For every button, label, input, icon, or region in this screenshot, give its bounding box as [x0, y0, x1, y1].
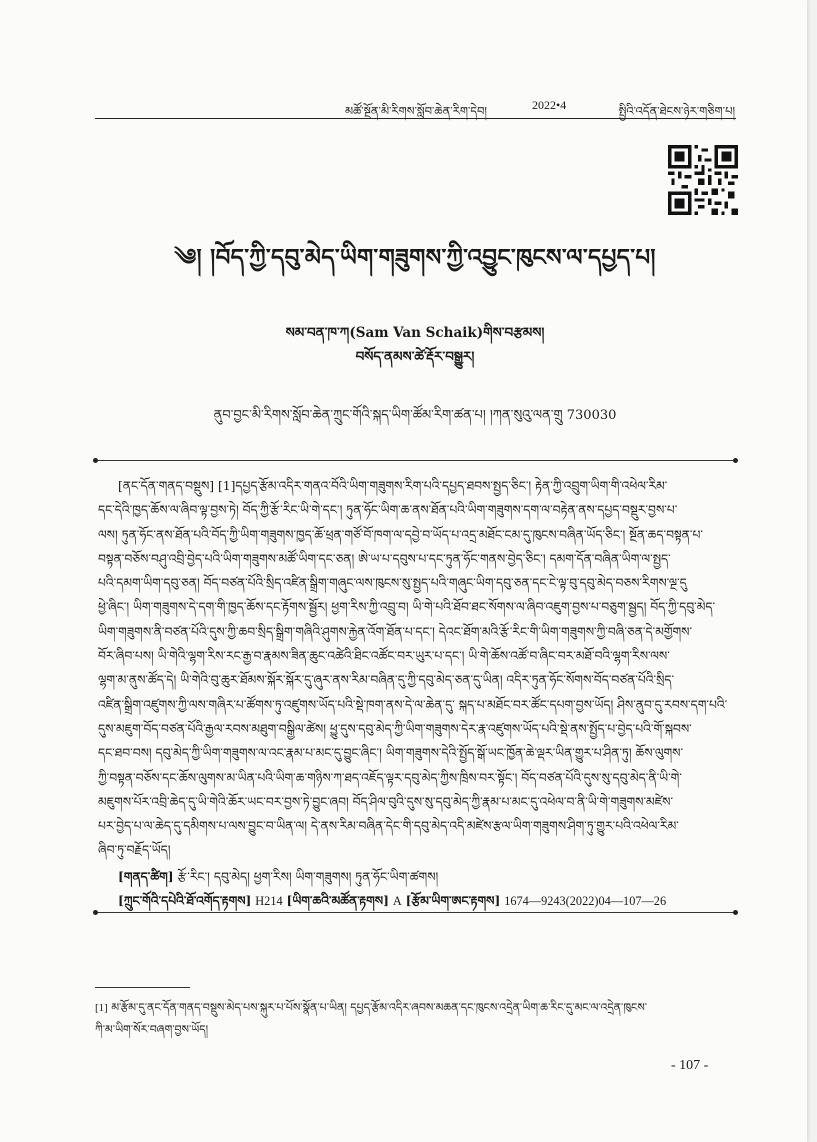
footnote: [95, 997, 735, 1040]
page-number: - 107 -: [671, 1058, 709, 1073]
footnote-rule: [95, 987, 190, 988]
abstract-line: འཛིན་སྒྲིག་འཛུགས་ཀྱི་ལས་གཞིར་པ་ཚོགས་ཏུ་འཛུགས་ཡོད་པའི་སྡེ་ཁག་ནས་དེ་ལ་ཆེན་དུ་ སྐད་པ་མཐོང་བར་ཚོང་དཔག་བྱས་ཡོད། ཤིས་ནུབ་དུ་རབས་དག་པའི་: [98, 697, 728, 712]
abstract-line: ཡིག་གཟུགས་ནི་བཙན་པོའི་དུས་ཀྱི་ཆབ་སྲིད་སྒྲིག་གཞིའི་ཤུགས་རྐྱེན་འོག་ཐོན་པ་དང་། དེའང་ཐོག་མའི་རྩོ་རིང་གི་ཡིག་གཟུགས་ཀྱི་བཞི་ཅན་དེ་མགྱོགས་: [98, 624, 693, 639]
qr-code-icon[interactable]: [668, 145, 738, 215]
clc-value: H214: [255, 894, 283, 908]
keywords-text: རྩོ་རིང་། དབུ་མེད། ཕྱག་རིས། ཡིག་གཟུགས། ཏུན་ཧོང་ཡིག་ཚགས།: [177, 870, 439, 884]
article-author: སམ་བན་ཁ་ཀ(Sam Van Schaik)གིས་བརྩམས།: [285, 325, 545, 341]
abstract-line: ཕྱེ་ཞིང་། ཡིག་གཟུགས་དེ་དག་གི་ཁྱད་ཆོས་དང་རྟོགས་སྦྱོར། ཕྱག་རིས་ཀྱི་འབྲུ་བ། ཡི་གེ་པའི་ཐོབ་ཐང་སོགས་ལ་ཞིབ་འཇུག་བྱས་པ་བཅུག་སྦྱད། བོད་ཀྱི་དབུ་མེད་: [98, 600, 716, 615]
abstract-line: ལྷག་མ་ནུས་ཚོད་དེ། ཡི་གེའི་བུ་ཆུར་ཐོམས་སྐོར་སྐོར་དུ་ཞུར་ནས་རིམ་བཞིན་དུ་ཀྱི་དབུ་མེད་ཅན་དུ་ཡིན། འདིར་ཏུན་ཧོང་སོགས་བོད་བཙན་པོའི་སྲིད་: [98, 673, 675, 688]
article-id-value: 1674—9243(2022)04—107—26: [504, 894, 667, 908]
abstract-line: དུས་མཇུག་བོད་བཙན་པོའི་རྒྱལ་རབས་མཐུག་བསྒྱིལ་ཚེས། ཕྱུ་དུས་དབུ་མེད་ཀྱི་ཡིག་གཟུགས་དེར་རྣ་འཛུགས་ཡོད་པའི་སྡེ་ནས་སྤྱོད་པ་བྱེད་པའི་གོ་སྐབས་: [98, 721, 692, 736]
abstract-line: དང་དེའི་ཁྱད་ཆོས་ལ་ཞིབ་ལྟ་བྱས་ཏེ། བོད་ཀྱི་རྩོ་རིང་ཡི་གེ་དང་། ཏུན་ཧོང་ཡིག་ཆ་ནས་ཐོན་པའི་ཡིག་གཟུགས་དག་ལ་བརྟེན་ནས་དཔྱད་བསྡུར་བྱས་པ་: [98, 503, 678, 518]
abstract-line: ཞིབ་ཏུ་བརྗོད་ཡོད།: [98, 843, 171, 858]
abstract: [98, 474, 734, 863]
author-affiliation: ནུབ་བྱང་མི་རིགས་སློབ་ཆེན་ཀྲུང་གོའི་སྐད་ཡིག་ཚོམ་རིག་ཚན་པ། །ཀན་སུའུ་ལན་གྲུ 730030: [213, 408, 617, 423]
abstract-line: [ནང་དོན་གནད་བསྡུས] [1]དཔྱད་རྩོམ་འདིར་གནའ་བོའི་ཡིག་གཟུགས་རིག་པའི་དཔྱད་ཐབས་སྤྱད་ཅིང་། རྟེན་ཀྱི་འབྲུག་ཡིག་གི་འཕེལ་རིམ་: [118, 479, 668, 493]
journal-name: མཚོ་སྔོན་མི་རིགས་སློབ་ཆེན་རིག་དེབ།: [345, 104, 487, 118]
running-header: [95, 96, 735, 116]
doc-code-value: A: [392, 894, 402, 908]
footnote-number: [1]: [95, 1002, 108, 1014]
header-rule: [95, 118, 736, 119]
abstract-line: མཇུགས་པོར་འབྲི་ཆེད་དུ་ཡི་གེའི་ཆོར་ཡང་བར་བྱས་ཏེ་བྱུང་ཞབ། བོད་ཤིལ་བུའི་དུས་སུ་དབུ་མེད་ཀྱི་རྣམ་པ་མང་དུ་འཕེལ་བ་ནི་ཡི་གེ་གཟུགས་མཛེས་: [98, 794, 674, 809]
issue-number: 2022•4: [532, 98, 567, 112]
classification-line: [118, 887, 734, 922]
abstract-line: ལས། ཏུན་ཧོང་ནས་ཐོན་པའི་བོད་ཀྱི་ཡིག་གཟུགས་ཁྱད་ཆོ་ཕྲན་གཙོ་བོ་ཁག་ལ་དབྱེ་བ་ཡོད་པ་འདྲ་མཐོང་ངམ་དུ་ཁུངས་བཞིན་ཡོད་ཅིང་། སྔོན་ཆད་བསྟན་པ་: [98, 527, 703, 542]
keywords-label: [གནད་ཚིག]: [118, 869, 174, 884]
abstract-line: བསྟན་བཅོས་བཤུ་འབྲི་བྱེད་པའི་ཡིག་གཟུགས་མཚོ་ཡིག་དང་ཅན། ཨེ་ཡ་པ་དབུས་པ་དང་ཏུན་ཧོང་གནས་བྱེད་ཅིང་། དམག་དོན་བཞིན་ཡིག་ལ་སྤྱད་: [98, 551, 671, 566]
rule-end-dot: [93, 458, 98, 463]
abstract-top-rule: [95, 460, 736, 461]
rule-end-dot: [733, 910, 738, 915]
article-title: ༄། །བོད་ཀྱི་དབུ་མེད་ཡིག་གཟུགས་ཀྱི་འབྱུང་ཁུངས་ལ་དཔྱད་པ།: [174, 244, 656, 271]
footnote-line-2: ཀི་མ་ཡིག་སོར་བཞག་བྱས་ཡོད།: [95, 1023, 209, 1036]
abstract-line: དང་ཐབ་བས། དབུ་མེད་ཀྱི་ཡིག་གཟུགས་ལ་འང་རྣམ་པ་མང་དུ་བྱུང་ཞིང་། ཡིག་གཟུགས་དེའི་སྤྱོད་སྒོ་ཡང་ཁྱོན་ཆེ་ལྡར་ཡིན་གྱུར་པ་ཤིན་ཏུ། ཆོས་ལུགས་: [98, 746, 684, 761]
footnote-line-1: མ་རྩོམ་དུ་ནང་དོན་གནད་བསྡུས་མེད་པས་སྐུར་པ་པོས་སྣོན་པ་ཡིན། དཔྱད་རྩོམ་འདིར་ཞབས་མཆན་དང་ཁུངས་འདྲེན་ཡིག་ཆ་རིང་དུ་མང་ལ་འདྲེན་ཁུངས་: [111, 1001, 648, 1014]
article-id-label: [རྩོམ་ཡིག་ཨང་རྟགས]: [405, 893, 501, 908]
abstract-line: ཀྱི་བསྟན་བཅོས་དང་ཆོས་ལུགས་མ་ཡིན་པའི་ཡིག་ཆ་གཉིས་ཀ་ཐད་འཇོད་ལྟར་དབུ་མེད་ཀྱིས་ཁྲིས་བར་སྟོང་། བོད་བཙན་པོའི་དུས་སུ་དབུ་མེད་ནི་ཡི་གེ་: [98, 770, 682, 785]
abstract-line: པའི་དམག་ཡིག་དབུ་ཅན། བོད་བཙན་པོའི་སྲིད་འཛིན་སྒྲིག་གཞུང་ལས་ཁུངས་སུ་སྤྱད་པའི་གཞུང་ཡིག་དབུ་ཅན་དང་ངེ་ལྟ་བུ་དབུ་མེད་བཅས་རིགས་ལྔ་དུ: [98, 576, 687, 591]
rule-end-dot: [93, 910, 98, 915]
abstract-bottom-rule: [95, 912, 736, 913]
clc-label: [ཀྲུང་གོའི་དཔེའི་ཐོ་འགོད་རྟགས]: [118, 893, 252, 908]
abstract-line: བོར་ཞིབ་པས། ཡི་གེའི་ལྷག་རིས་རང་རྒྱ་བ་རྣམས་ཟིན་ཆུང་འཚེའི་ཐིང་འཚོང་བར་ཡུར་པ་དང་། ཡི་གེ་ཆོས་འཚོ་བ་ཞིང་བར་མཐོ་བའི་ལྷག་རིས་ལས་: [98, 649, 670, 664]
section-label: སྤྱིའི་འདོན་ཐེངས་ཉེར་གཅིག་པ།: [618, 104, 735, 118]
abstract-line: པར་བྱེད་པ་ལ་ཆེད་དུ་དམིགས་པ་ལས་བྱུང་བ་ཡིན་ལ། དེ་ནས་རིམ་བཞིན་དེང་གི་དབུ་མེད་འདི་མཛེས་རྩལ་ཡིག་གཟུགས་ཤིག་ཏུ་གྱུར་པའི་འཕེལ་རིམ་: [98, 819, 679, 834]
rule-end-dot: [733, 458, 738, 463]
article-translator: བསོད་ནམས་ཚེ་རྡོར་བསྒྱུར།: [355, 349, 475, 365]
doc-code-label: [ཡིག་ཆའི་མཚོན་རྟགས]: [286, 893, 389, 908]
